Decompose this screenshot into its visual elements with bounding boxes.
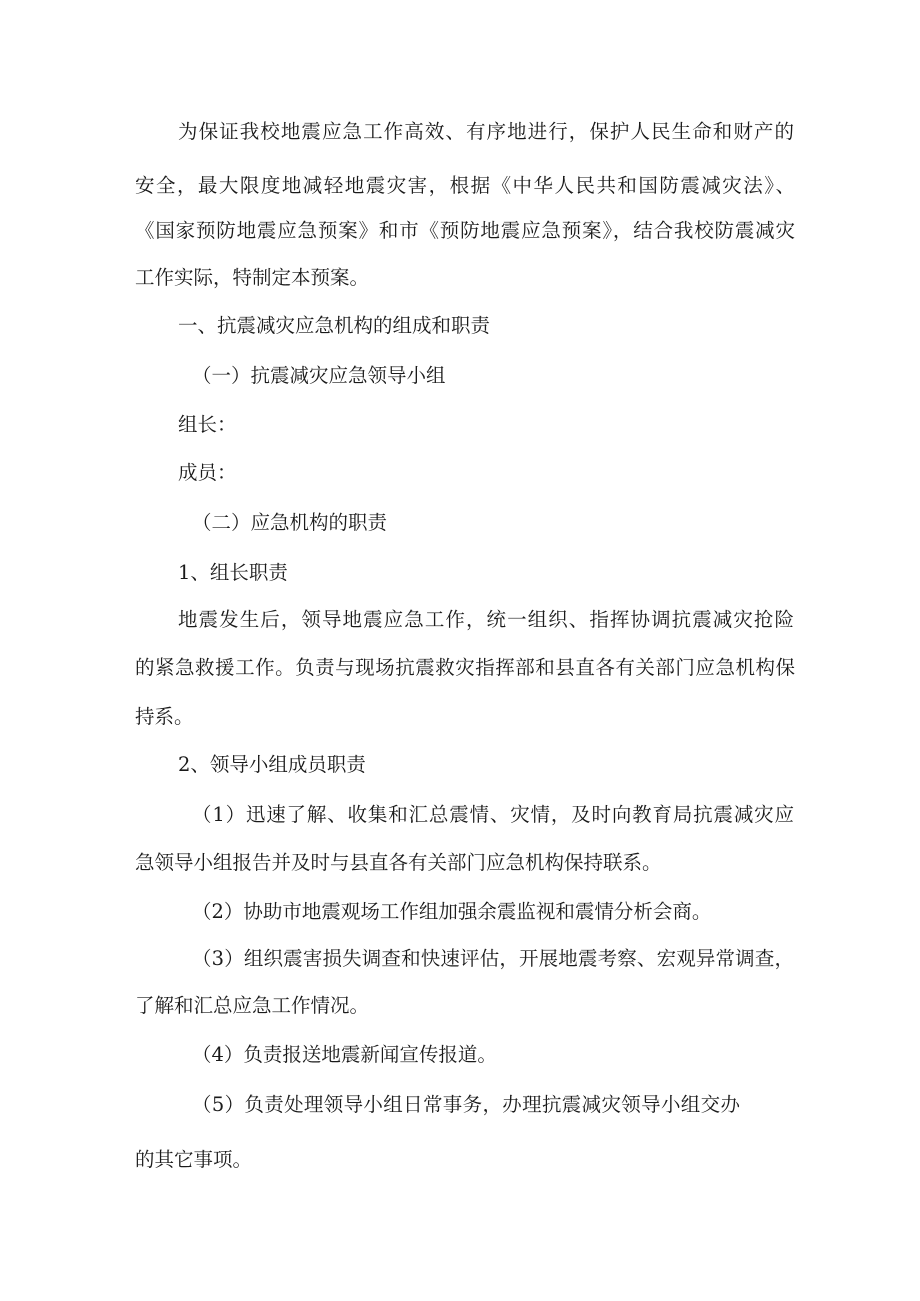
leader-label: 组长： — [178, 413, 237, 436]
subsection-heading-2: （二）应急机构的职责 — [192, 511, 388, 534]
subsection-heading-1: （一）抗震减灾应急领导小组 — [192, 364, 446, 387]
duty-3-line-2: 了解和汇总应急工作情况。 — [135, 994, 370, 1017]
section-heading: 一、抗震减灾应急机构的组成和职责 — [178, 314, 491, 337]
members-label: 成员： — [178, 461, 237, 484]
item-heading-2: 2、领导小组成员职责 — [178, 753, 366, 776]
duty-5-line-1: （5）负责处理领导小组日常事务，办理抗震减灾领导小组交办 — [192, 1093, 740, 1116]
item-1-body-line-3: 持系。 — [135, 705, 194, 728]
duty-3-line-1: （3）组织震害损失调查和快速评估，开展地震考察、宏观异常调查， — [192, 947, 794, 970]
duty-1-line-2: 急领导小组报告并及时与县直各有关部门应急机构保持联系。 — [135, 851, 662, 874]
duty-5-line-2: 的其它事项。 — [135, 1148, 253, 1171]
duty-2: （2）协助市地震观场工作组加强余震监视和震情分析会商。 — [192, 900, 712, 923]
item-1-body-line-2: 的紧急救援工作。负责与现场抗震救灾指挥部和县直各有关部门应急机构保 — [135, 656, 795, 679]
duty-4: （4）负责报送地震新闻宣传报道。 — [192, 1043, 497, 1066]
intro-line-3: 《国家预防地震应急预案》和市《预防地震应急预案》，结合我校防震减灾 — [135, 219, 795, 242]
duty-1-line-1: （1）迅速了解、收集和汇总震情、灾情，及时向教育局抗震减灾应 — [192, 803, 794, 826]
intro-line-2: 安全，最大限度地减轻地震灾害，根据《中华人民共和国防震减灾法》、 — [135, 174, 795, 197]
item-heading-1: 1、组长职责 — [178, 561, 288, 584]
item-1-body-line-1: 地震发生后，领导地震应急工作，统一组织、指挥协调抗震减灾抢险 — [178, 608, 794, 631]
intro-line-4: 工作实际，特制定本预案。 — [135, 266, 370, 289]
intro-line-1: 为保证我校地震应急工作高效、有序地进行，保护人民生命和财产的 — [178, 120, 794, 143]
